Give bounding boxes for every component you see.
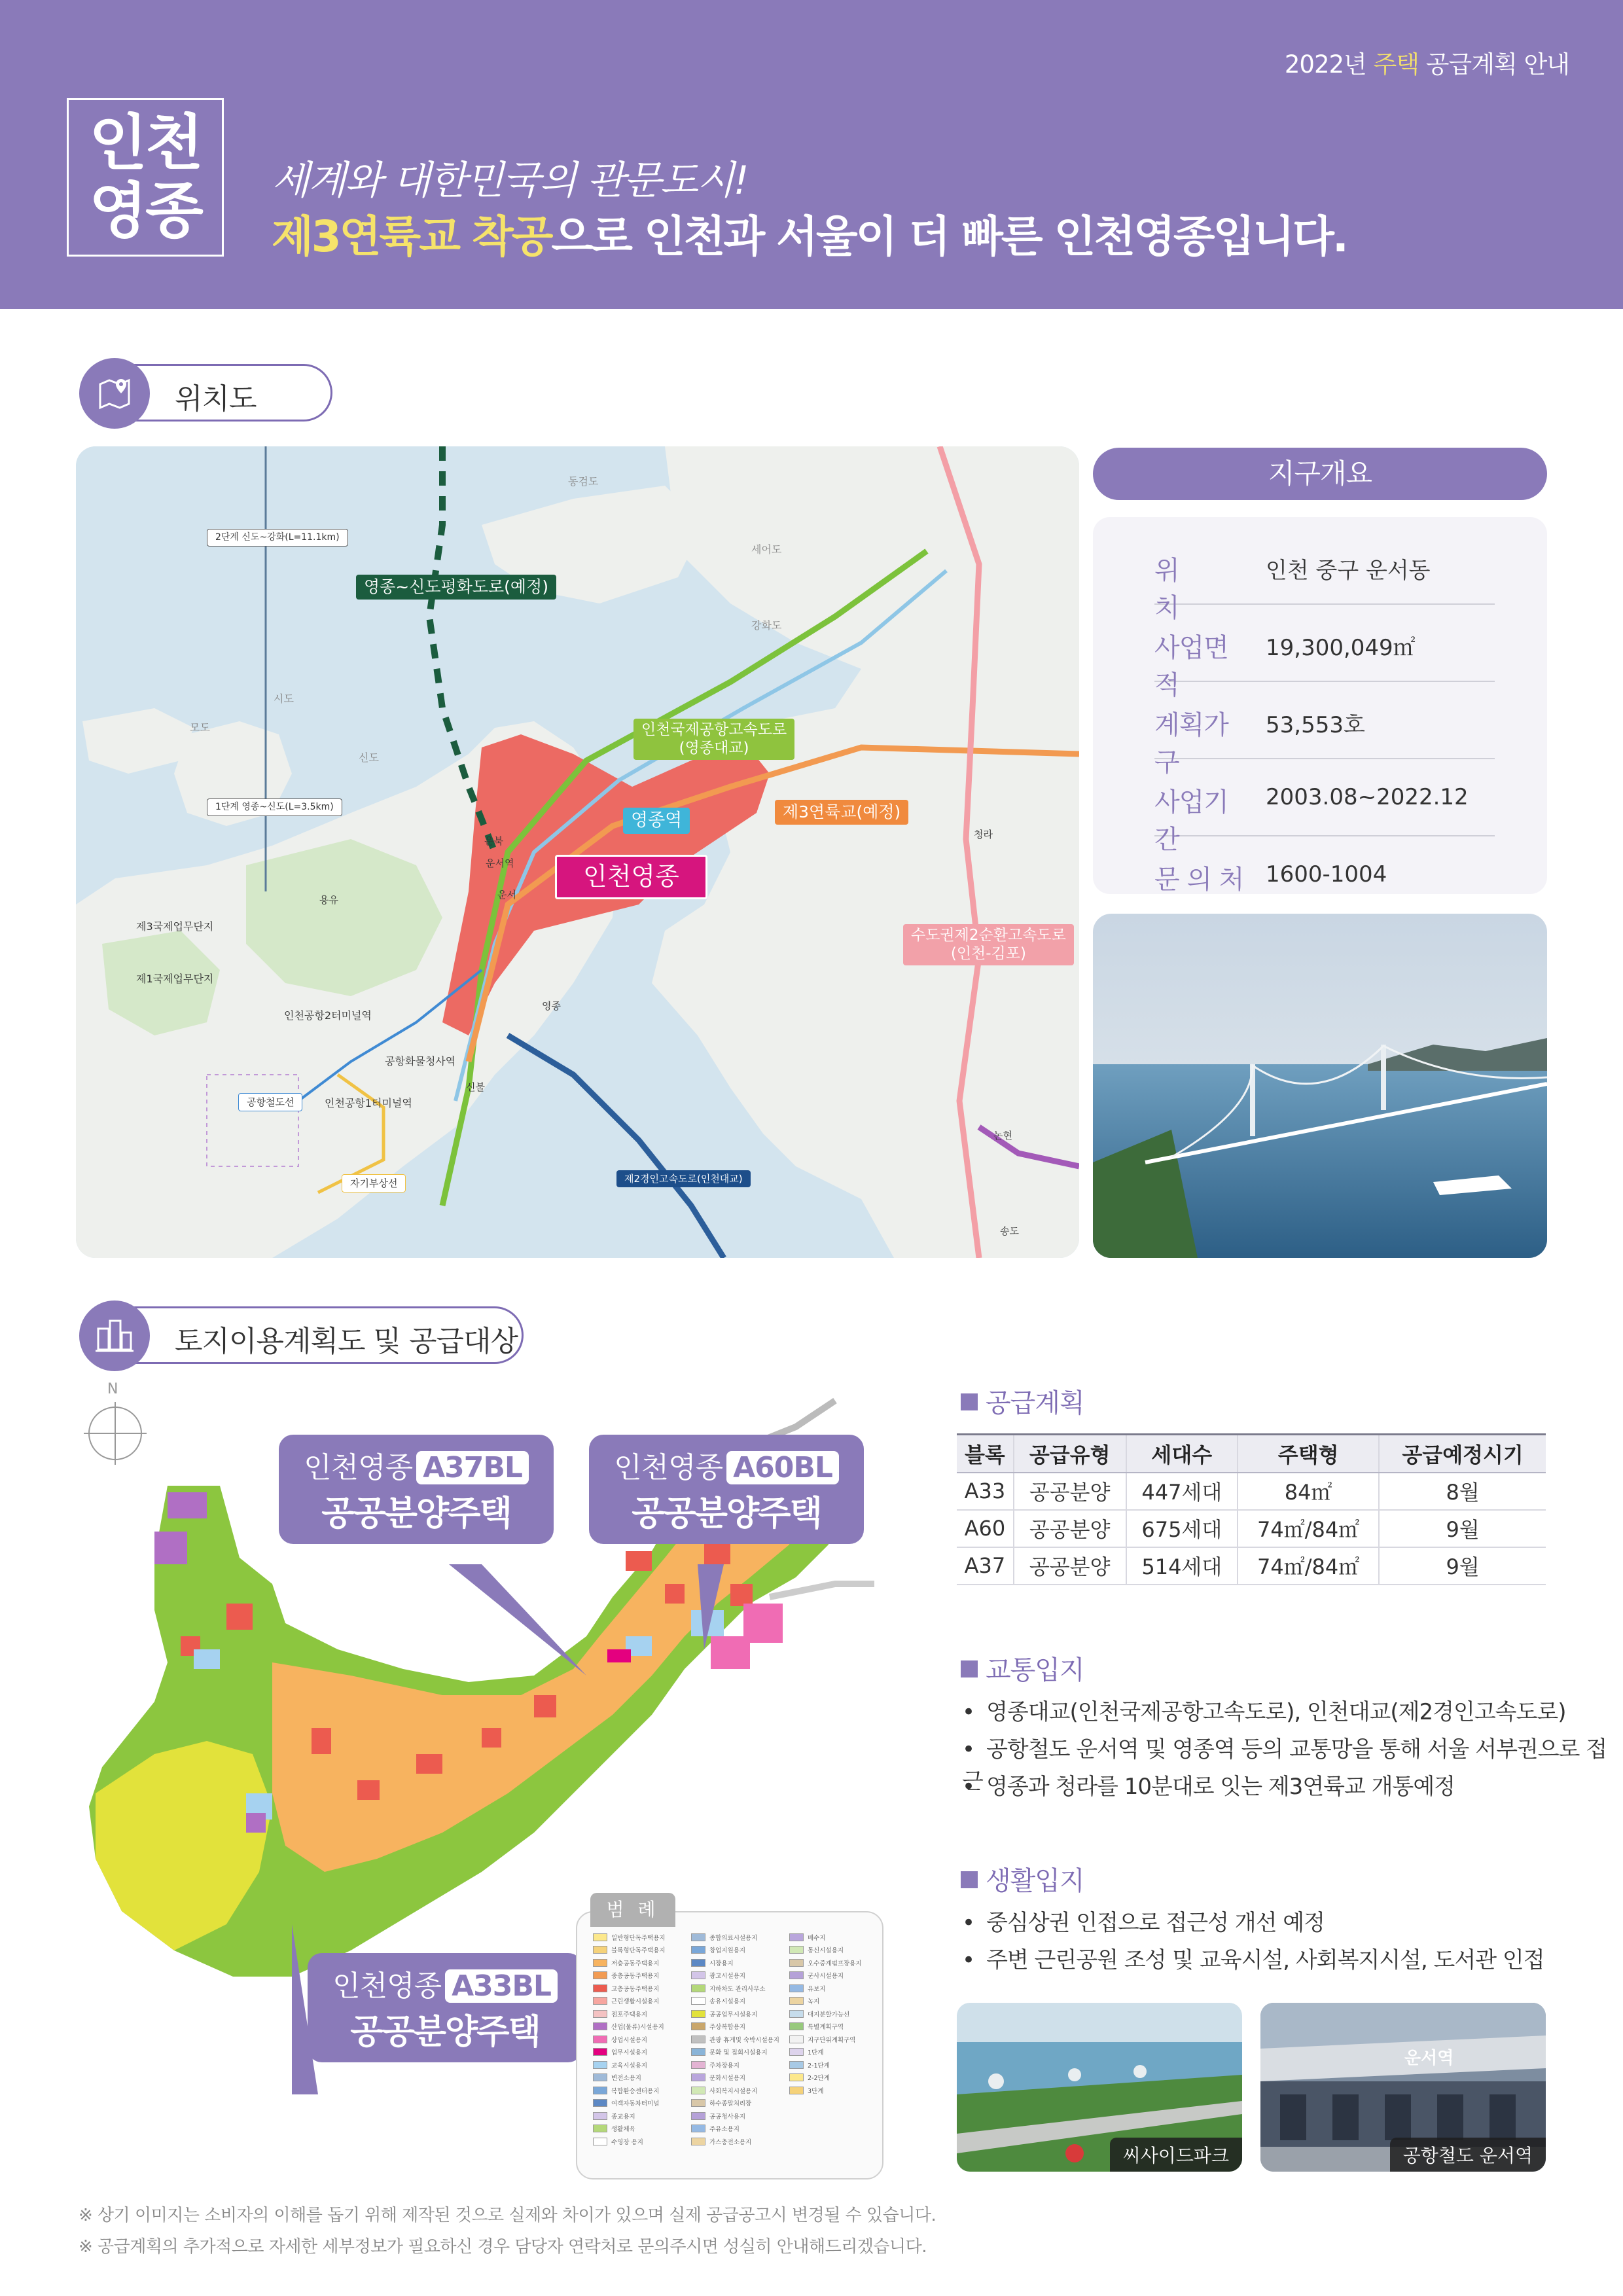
photo-caption: 공항철도 운서역 — [1390, 2138, 1546, 2172]
legend-label: 여객자동차터미널 — [611, 2100, 660, 2108]
legend-label: 2-2단계 — [808, 2075, 830, 2083]
map-label-terminal3: 제3국제업무단지 — [136, 920, 214, 933]
legend-item — [593, 2109, 681, 2123]
list-item: • 공항철도 운서역 및 영종역 등의 교통망을 통해 서울 서부권으로 접근 — [962, 1731, 1623, 1768]
list-item: • 영종대교(인천국제공항고속도로), 인천대교(제2경인고속도로) — [962, 1694, 1623, 1731]
column-header: 공급예정시기 — [1379, 1435, 1546, 1473]
legend-item — [593, 2072, 681, 2085]
legend-item — [789, 1969, 877, 1982]
legend-item — [691, 2020, 779, 2034]
map-label-island-donggeom: 동검도 — [568, 475, 599, 488]
legend-label: 지구단위계획구역 — [808, 2036, 856, 2044]
legend-label: 하수종말처리장 — [709, 2100, 752, 2108]
legend-item — [789, 2084, 877, 2097]
table-cell: 9월 — [1379, 1547, 1546, 1585]
callout-a33 — [308, 1953, 582, 2062]
legend-label: 주상복합용지 — [709, 2024, 746, 2032]
legend-label: 3단계 — [808, 2087, 824, 2095]
footnote: ※ 공급계획의 추가적으로 자세한 세부정보가 필요하신 경우 담당자 연락처로 문의주시면 성실히 안내해드리겠습니다. — [79, 2237, 927, 2257]
legend-item — [691, 2058, 779, 2072]
map-label-island-sindo: 신도 — [359, 751, 379, 764]
living-list — [962, 1905, 1544, 1979]
square-bullet-icon — [961, 1660, 978, 1677]
overview-row — [1154, 836, 1495, 914]
legend-swatch — [789, 2022, 804, 2030]
overview-key: 사업기간 — [1154, 787, 1228, 855]
footnote: ※ 상기 이미지는 소비자의 이해를 돕기 위해 제작된 것으로 실제와 차이가 있으며 실제 공급공고시 변경될 수 있습니다. — [79, 2206, 936, 2225]
legend-item — [593, 2135, 681, 2148]
overview-key: 위 치 — [1154, 556, 1230, 623]
legend-label: 상업시설용지 — [611, 2036, 648, 2044]
header-tagline: 2022년 주택 공급계획 안내 — [1284, 50, 1569, 79]
legend-item — [593, 2033, 681, 2046]
overview-value: 2003.08~2022.12 — [1266, 784, 1469, 810]
legend-label: 주유소용지 — [709, 2126, 740, 2134]
legend-label: 산업(물류)시설용지 — [611, 2024, 664, 2032]
callout-line-1: 인천영종 A60BL — [601, 1444, 852, 1486]
legend-swatch — [789, 1933, 804, 1941]
legend-swatch — [789, 1959, 804, 1967]
legend-item — [691, 1944, 779, 1957]
legend-swatch — [789, 1984, 804, 1992]
legend-swatch — [691, 2073, 705, 2081]
list-item: • 중심상권 인접으로 접근성 개선 예정 — [962, 1905, 1544, 1942]
legend-label: 종합의료시설용지 — [709, 1934, 758, 1942]
map-label-airport-t2: 인천공항2터미널역 — [284, 1009, 372, 1022]
legend-swatch — [593, 2022, 607, 2030]
overview-key: 계획가구 — [1154, 710, 1228, 778]
legend-label: 문화시설용지 — [709, 2075, 746, 2083]
legend-item — [593, 1944, 681, 1957]
map-label-ic-nonhyeon: 논현 — [993, 1130, 1012, 1141]
overview-row — [1154, 759, 1495, 855]
table-cell: 447세대 — [1126, 1473, 1238, 1510]
legend-swatch — [593, 1971, 607, 1979]
callout-line-1: 인천영종 A37BL — [291, 1444, 542, 1486]
legend-swatch — [593, 2112, 607, 2120]
header-subtitle: 세계와 대한민국의 관문도시! — [272, 158, 748, 204]
location-map-graphic — [76, 446, 1079, 1258]
legend-item — [691, 2123, 779, 2136]
legend-label: 2-1단계 — [808, 2062, 830, 2070]
legend-label: 시장용지 — [709, 1960, 734, 1967]
legend-swatch — [593, 1933, 607, 1941]
legend-swatch — [789, 1997, 804, 2005]
legend-swatch — [691, 2099, 705, 2107]
map-label-island-modo: 모도 — [190, 721, 210, 734]
overview-box — [1093, 517, 1547, 894]
legend-label: 배수지 — [808, 1934, 826, 1942]
legend-swatch — [789, 2048, 804, 2056]
header-headline: 제3연륙교 착공으로 인천과 서울이 더 빠른 인천영종입니다. — [272, 211, 1347, 262]
legend-item — [593, 2084, 681, 2097]
legend-item — [593, 2058, 681, 2072]
legend-label: 교육시설용지 — [611, 2062, 648, 2070]
legend-swatch — [593, 2087, 607, 2094]
square-bullet-icon — [961, 1871, 978, 1888]
map-label-yeongjong-station: 영종역 — [623, 808, 690, 834]
table-cell: 8월 — [1379, 1473, 1546, 1510]
legend-swatch — [789, 2036, 804, 2043]
building-icon — [79, 1300, 150, 1371]
legend-item — [691, 2084, 779, 2097]
legend-swatch — [789, 1946, 804, 1954]
supply-plan-heading: 공급계획 — [961, 1382, 1084, 1420]
legend-swatch — [691, 1946, 705, 1954]
header-banner — [0, 0, 1623, 309]
map-legend — [576, 1899, 883, 2179]
legend-label: 중층공동주택용지 — [611, 1973, 660, 1981]
legend-swatch — [593, 2073, 607, 2081]
legend-label: 수영장 용지 — [611, 2138, 643, 2146]
legend-label: 1단계 — [808, 2049, 824, 2057]
station-photo — [1260, 2003, 1546, 2172]
table-cell: 9월 — [1379, 1510, 1546, 1547]
legend-swatch — [593, 1984, 607, 1992]
legend-swatch — [593, 2099, 607, 2107]
legend-item — [691, 2007, 779, 2020]
map-label-ring-expressway: 수도권제2순환고속도로 (인천-김포) — [903, 924, 1074, 965]
legend-swatch — [691, 2022, 705, 2030]
legend-item — [789, 2033, 877, 2046]
table-cell: 공공분양 — [1014, 1473, 1126, 1510]
map-label-ic-unbuk: 운북 — [484, 835, 503, 847]
legend-swatch — [691, 1997, 705, 2005]
map-label-airport-rail: 공항철도선 — [238, 1093, 302, 1111]
legend-item — [593, 1969, 681, 1982]
legend-swatch — [593, 1946, 607, 1954]
legend-item — [691, 1969, 779, 1982]
legend-item — [691, 2135, 779, 2148]
compass-label: N — [107, 1381, 118, 1397]
table-row — [957, 1473, 1546, 1510]
legend-swatch — [691, 2061, 705, 2069]
legend-item — [691, 2072, 779, 2085]
legend-swatch — [593, 2138, 607, 2145]
legend-item — [593, 2097, 681, 2110]
legend-label: 문화 및 집회시설용지 — [709, 2049, 768, 2057]
table-cell: 84㎡ — [1238, 1473, 1379, 1510]
map-label-route-b: 1단계 영종~신도(L=3.5km) — [207, 798, 342, 816]
table-cell: 675세대 — [1126, 1510, 1238, 1547]
legend-item — [593, 2046, 681, 2059]
map-label-unseo-station: 운서역 — [486, 857, 514, 869]
legend-swatch — [593, 1959, 607, 1967]
legend-label: 특별계획구역 — [808, 2024, 844, 2032]
overview-value: 53,553호 — [1266, 712, 1365, 738]
overview-row — [1154, 605, 1495, 700]
legend-label: 창업지원용지 — [709, 1947, 746, 1955]
legend-swatch — [593, 2125, 607, 2132]
map-label-airport-t1: 인천공항1터미널역 — [325, 1097, 412, 1109]
callout-line-1: 인천영종 A33BL — [319, 1962, 571, 2004]
section-label: 위치도 — [175, 382, 257, 416]
legend-label: 점포주택용지 — [611, 2011, 648, 2018]
legend-swatch — [593, 1997, 607, 2005]
legend-swatch — [593, 2010, 607, 2018]
table-cell: A33 — [957, 1473, 1014, 1510]
legend-item — [789, 2046, 877, 2059]
map-label-island-sido: 시도 — [274, 692, 294, 705]
legend-swatch — [789, 2010, 804, 2018]
compass-icon — [84, 1402, 147, 1465]
legend-label: 고층공동주택용지 — [611, 1985, 660, 1993]
map-label-cargo: 공항화물청사역 — [385, 1055, 456, 1067]
legend-item — [593, 2123, 681, 2136]
callout-line-2: 공공분양주택 — [350, 2013, 540, 2052]
legend-label: 사회복지시설용지 — [709, 2087, 758, 2095]
map-label-peace-road: 영종~신도평화도로(예정) — [356, 575, 556, 600]
legend-label: 오수중계펌프장용지 — [808, 1960, 862, 1967]
legend-label: 군사시설용지 — [808, 1973, 844, 1981]
legend-swatch — [789, 2073, 804, 2081]
legend-label: 통신시설용지 — [808, 1947, 844, 1955]
list-item: • 영종과 청라를 10분대로 잇는 제3연륙교 개통예정 — [962, 1768, 1623, 1806]
map-label-second-expressway: 제2경인고속도로(인천대교) — [616, 1170, 751, 1187]
overview-title: 지구개요 — [1093, 448, 1547, 500]
legend-swatch — [789, 2061, 804, 2069]
square-bullet-icon — [961, 1393, 978, 1410]
callout-a60 — [589, 1435, 864, 1544]
legend-item — [789, 2072, 877, 2085]
legend-label: 공공청사용지 — [709, 2113, 746, 2121]
legend-label: 복합환승센터용지 — [611, 2087, 660, 2095]
legend-item — [789, 2020, 877, 2034]
transport-heading: 교통입지 — [961, 1649, 1084, 1687]
legend-item — [789, 2058, 877, 2072]
overview-value: 인천 중구 운서동 — [1266, 558, 1431, 584]
map-label-ic-yongyu: 용유 — [319, 894, 338, 906]
section-location-title — [81, 364, 332, 422]
map-label-ic-yeongjong: 영종 — [542, 1000, 561, 1012]
map-pin-icon — [79, 358, 150, 429]
legend-label: 공공업무시설용지 — [709, 2011, 758, 2018]
seaside-park-photo — [957, 2003, 1242, 2172]
column-header: 주택형 — [1238, 1435, 1379, 1473]
legend-label: 종교용지 — [611, 2113, 635, 2121]
legend-item — [691, 1995, 779, 2008]
map-label-airport-expressway: 인천국제공항고속도로 (영종대교) — [633, 719, 794, 760]
legend-label: 가스충전소용지 — [709, 2138, 752, 2146]
legend-label: 유보지 — [808, 1985, 826, 1993]
legend-item — [691, 1931, 779, 1944]
legend-item — [691, 2097, 779, 2110]
table-cell: A60 — [957, 1510, 1014, 1547]
legend-item — [593, 2007, 681, 2020]
legend-item — [789, 1995, 877, 2008]
legend-item — [593, 1956, 681, 1969]
legend-label: 광고시설용지 — [709, 1973, 746, 1981]
overview-value: 19,300,049㎡ — [1266, 635, 1416, 661]
legend-item — [593, 2020, 681, 2034]
legend-label: 변전소용지 — [611, 2075, 641, 2083]
list-item: • 주변 근린공원 조성 및 교육시설, 사회복지시설, 도서관 인접 — [962, 1942, 1544, 1979]
overview-row — [1154, 682, 1495, 778]
legend-label: 대지분할가능선 — [808, 2011, 850, 2018]
table-cell: A37 — [957, 1547, 1014, 1585]
map-label-terminal1: 제1국제업무단지 — [136, 973, 214, 985]
section-landuse-title — [81, 1306, 524, 1364]
legend-swatch — [593, 2061, 607, 2069]
station-sign: 운서역 — [1404, 2049, 1454, 2068]
table-cell: 공공분양 — [1014, 1547, 1126, 1585]
legend-column-1 — [593, 1931, 681, 2148]
legend-label: 일반형단독주택용지 — [611, 1934, 666, 1942]
legend-swatch — [593, 2048, 607, 2056]
legend-item — [691, 1982, 779, 1995]
column-header: 세대수 — [1126, 1435, 1238, 1473]
legend-swatch — [789, 1971, 804, 1979]
map-label-district: 인천영종 — [555, 855, 707, 899]
legend-item — [691, 1956, 779, 1969]
table-cell: 공공분양 — [1014, 1510, 1126, 1547]
overview-key: 문 의 처 — [1154, 865, 1244, 895]
logo-line-2: 영종 — [89, 176, 202, 246]
table-cell: 74㎡/84㎡ — [1238, 1510, 1379, 1547]
legend-title: 범 례 — [590, 1893, 675, 1927]
legend-swatch — [691, 2125, 705, 2132]
map-label-island-seeodo: 세어도 — [751, 543, 782, 556]
legend-item — [593, 1995, 681, 2008]
legend-swatch — [691, 1984, 705, 1992]
district-logo — [67, 98, 224, 257]
legend-label: 지하차도 관리사무소 — [709, 1985, 766, 1993]
legend-label: 근린생활시설용지 — [611, 1998, 660, 2006]
column-header: 공급유형 — [1014, 1435, 1126, 1473]
legend-swatch — [691, 2138, 705, 2145]
table-row — [957, 1547, 1546, 1585]
map-label-ic-singpul: 신불 — [466, 1081, 485, 1093]
map-label-third-bridge: 제3연륙교(예정) — [775, 800, 908, 825]
legend-label: 생활체육 — [611, 2126, 635, 2134]
legend-column-3 — [789, 1931, 877, 2148]
legend-swatch — [691, 1959, 705, 1967]
legend-label: 주차장용지 — [709, 2062, 740, 2070]
legend-label: 녹지 — [808, 1998, 820, 2006]
callout-line-2: 공공분양주택 — [321, 1494, 511, 1534]
legend-item — [789, 1931, 877, 1944]
legend-label: 업무시설용지 — [611, 2049, 648, 2057]
legend-column-2 — [691, 1931, 779, 2148]
legend-swatch — [789, 2087, 804, 2094]
legend-item — [691, 2046, 779, 2059]
legend-item — [789, 1956, 877, 1969]
legend-item — [789, 1982, 877, 1995]
legend-item — [789, 1944, 877, 1957]
legend-label: 송유시설용지 — [709, 1998, 746, 2006]
legend-item — [691, 2109, 779, 2123]
legend-item — [593, 1931, 681, 1944]
legend-item — [789, 2007, 877, 2020]
logo-line-1: 인천 — [89, 108, 202, 178]
legend-item — [593, 1982, 681, 1995]
table-row — [957, 1510, 1546, 1547]
living-heading: 생활입지 — [961, 1860, 1084, 1897]
map-label-ic-unseo: 운서 — [497, 889, 516, 901]
callout-a37 — [279, 1435, 554, 1544]
legend-swatch — [691, 2112, 705, 2120]
table-header-row — [957, 1435, 1546, 1473]
overview-row — [1154, 528, 1495, 623]
legend-swatch — [691, 1933, 705, 1941]
location-map — [76, 446, 1079, 1258]
column-header: 블록 — [957, 1435, 1014, 1473]
legend-swatch — [691, 2036, 705, 2043]
legend-label: 블록형단독주택용지 — [611, 1947, 666, 1955]
supply-table — [957, 1433, 1546, 1585]
photo-caption: 씨사이드파크 — [1110, 2138, 1242, 2172]
legend-swatch — [691, 2010, 705, 2018]
legend-swatch — [691, 1971, 705, 1979]
legend-label: 저층공동주택용지 — [611, 1960, 660, 1967]
overview-key: 사업면적 — [1154, 633, 1228, 700]
map-label-route-a: 2단계 신도~강화(L=11.1km) — [207, 529, 348, 547]
legend-swatch — [593, 2036, 607, 2043]
section-label: 토지이용계획도 및 공급대상 — [175, 1325, 518, 1358]
legend-swatch — [691, 2087, 705, 2094]
transport-list — [962, 1694, 1623, 1806]
callout-line-2: 공공분양주택 — [632, 1494, 821, 1534]
legend-item — [691, 2033, 779, 2046]
map-label-ic-cheongna: 청라 — [974, 829, 993, 840]
overview-value: 1600-1004 — [1266, 861, 1387, 888]
table-cell: 74㎡/84㎡ — [1238, 1547, 1379, 1585]
map-label-island-ganghwa: 강화도 — [751, 619, 782, 632]
map-label-ic-songdo: 송도 — [1000, 1225, 1019, 1237]
bridge-photo — [1093, 914, 1547, 1258]
legend-label: 관광 휴게및 숙박시설용지 — [709, 2036, 779, 2044]
legend-swatch — [691, 2048, 705, 2056]
table-cell: 514세대 — [1126, 1547, 1238, 1585]
map-label-maglev: 자기부상선 — [342, 1174, 406, 1193]
